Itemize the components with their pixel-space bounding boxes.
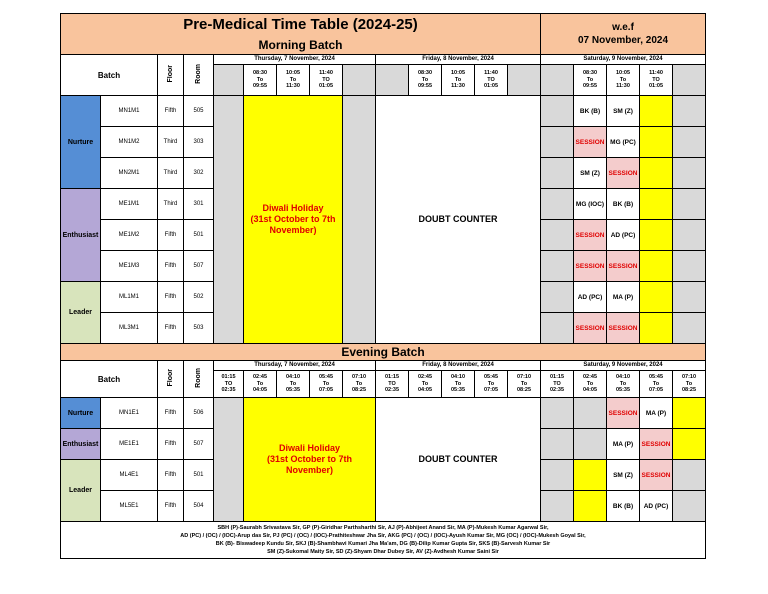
batch-code: MN1M1 xyxy=(101,96,158,127)
room-value: 503 xyxy=(184,313,214,344)
schedule-cell xyxy=(541,398,574,429)
time-slot xyxy=(640,65,673,96)
schedule-cell: SESSION xyxy=(574,220,607,251)
schedule-cell: SESSION xyxy=(607,158,640,189)
time-text: 07:05 xyxy=(318,387,334,394)
time-text: 01:05 xyxy=(648,83,664,90)
blank-cell xyxy=(343,96,376,344)
time-text: 04:05 xyxy=(582,387,598,394)
schedule-cell: MG (IOC) xyxy=(574,189,607,220)
schedule-cell xyxy=(541,491,574,522)
faculty-legend xyxy=(61,522,706,559)
blank-cell xyxy=(673,158,706,189)
time-text: To xyxy=(256,76,264,83)
batch-code: ME1E1 xyxy=(101,429,158,460)
schedule-cell: MA (P) xyxy=(640,398,673,429)
table-row xyxy=(61,96,706,127)
morning-room-header: Room xyxy=(184,55,214,96)
schedule-cell: SM (Z) xyxy=(607,460,640,491)
time-text: 02:35 xyxy=(549,387,565,394)
morning-floor-header: Floor xyxy=(158,55,184,96)
floor-value: Fifth xyxy=(158,460,184,491)
morning-batch-header: Batch xyxy=(61,55,158,96)
schedule-cell: MA (P) xyxy=(607,282,640,313)
time-slot xyxy=(673,371,706,398)
time-text: 01:05 xyxy=(483,83,499,90)
group-label: Leader xyxy=(61,460,101,522)
schedule-cell: AD (PC) xyxy=(574,282,607,313)
time-text: 08:25 xyxy=(351,387,367,394)
room-value: 501 xyxy=(184,220,214,251)
legend-line: AD (PC) / (OC) / (IOC)-Arup das Sir, PJ (PC) / (OC) / (IOC)-Prathiteshwar Jha Sir, AKG (PC) / (OC) / (IOC)-Ayush Kumar Sir, MG (OC) / (IOC)-Mukesh Goyal Sir, xyxy=(180,533,586,539)
table-row xyxy=(61,398,706,429)
blank-cell xyxy=(541,313,574,344)
time-text: To xyxy=(685,380,693,387)
evening-floor-header: Floor xyxy=(158,361,184,398)
time-slot xyxy=(475,65,508,96)
time-slot xyxy=(574,65,607,96)
floor-value: Fifth xyxy=(158,491,184,522)
time-slot xyxy=(409,65,442,96)
time-text: 01:05 xyxy=(318,83,334,90)
time-text: 01:15 xyxy=(549,374,565,381)
evening-batch-header: Batch xyxy=(61,361,158,398)
schedule-cell xyxy=(574,398,607,429)
schedule-cell xyxy=(640,282,673,313)
blank-cell xyxy=(673,313,706,344)
time-text: 11:40 xyxy=(484,70,498,77)
holiday-line: Diwali Holiday xyxy=(278,443,340,453)
time-text: To xyxy=(487,380,495,387)
time-text: 11:30 xyxy=(616,83,630,90)
evening-day-fri: Friday, 8 November, 2024 xyxy=(376,361,541,371)
time-slot xyxy=(214,371,244,398)
blank-cell xyxy=(673,251,706,282)
schedule-cell: SESSION xyxy=(607,398,640,429)
schedule-cell xyxy=(640,251,673,282)
time-slot xyxy=(277,371,310,398)
time-text: To xyxy=(421,76,429,83)
legend-line: SBH (P)-Saurabh Srivastava Sir, GP (P)-Giridhar Parthsharthi Sir, AJ (P)-Abhijeet Anand Sir, MA (P)-Mukesh Kumar Agarwal Sir, xyxy=(217,525,549,531)
time-text: To xyxy=(619,380,627,387)
holiday-line: (31st October to 7th November) xyxy=(266,454,352,475)
time-text: To xyxy=(289,380,297,387)
timetable xyxy=(60,13,706,559)
schedule-cell: SM (Z) xyxy=(607,96,640,127)
time-text: 01:15 xyxy=(384,374,400,381)
time-text: To xyxy=(322,380,330,387)
morning-day-thu: Thursday, 7 November, 2024 xyxy=(214,55,376,65)
time-slot xyxy=(409,371,442,398)
evening-room-header: Room xyxy=(184,361,214,398)
time-slot-blank xyxy=(376,65,409,96)
schedule-cell xyxy=(640,313,673,344)
time-text: To xyxy=(586,380,594,387)
schedule-cell: BK (B) xyxy=(607,491,640,522)
floor-value: Fifth xyxy=(158,251,184,282)
time-text: TO xyxy=(652,76,660,83)
evening-day-thu: Thursday, 7 November, 2024 xyxy=(214,361,376,371)
batch-code: ML5E1 xyxy=(101,491,158,522)
room-value: 301 xyxy=(184,189,214,220)
time-slot xyxy=(244,65,277,96)
schedule-cell: SESSION xyxy=(574,251,607,282)
group-label: Nurture xyxy=(61,398,101,429)
time-text: TO xyxy=(388,380,396,387)
schedule-cell xyxy=(673,460,706,491)
blank-cell xyxy=(541,189,574,220)
holiday-line: Diwali Holiday xyxy=(262,203,324,213)
batch-code: ML4E1 xyxy=(101,460,158,491)
blank-cell xyxy=(541,158,574,189)
batch-code: MN1E1 xyxy=(101,398,158,429)
time-text: To xyxy=(256,380,264,387)
schedule-cell: SESSION xyxy=(607,251,640,282)
time-text: 08:30 xyxy=(417,70,433,77)
schedule-cell xyxy=(673,491,706,522)
time-slot-blank xyxy=(541,65,574,96)
morning-day-fri: Friday, 8 November, 2024 xyxy=(376,55,541,65)
floor-value: Fifth xyxy=(158,398,184,429)
group-label: Nurture xyxy=(61,96,101,189)
time-text: To xyxy=(454,76,462,83)
time-text: 02:45 xyxy=(417,374,433,381)
time-text: 08:25 xyxy=(516,387,532,394)
schedule-cell: MA (P) xyxy=(607,429,640,460)
room-value: 504 xyxy=(184,491,214,522)
time-text: 11:40 xyxy=(319,70,333,77)
time-text: TO xyxy=(487,76,495,83)
page-title: Pre-Medical Time Table (2024-25) xyxy=(61,14,541,36)
schedule-cell xyxy=(574,460,607,491)
batch-code: MN2M1 xyxy=(101,158,158,189)
room-value: 507 xyxy=(184,429,214,460)
legend-line: SM (Z)-Sukomal Maity Sir, SD (Z)-Shyam Dhar Dubey Sir, AV (Z)-Avdhesh Kumar Saini Sir xyxy=(267,549,499,555)
blank-cell xyxy=(541,251,574,282)
time-text: 09:55 xyxy=(582,83,598,90)
schedule-cell xyxy=(673,429,706,460)
time-text: 02:45 xyxy=(252,374,268,381)
wef-box xyxy=(541,14,706,55)
schedule-cell: SM (Z) xyxy=(574,158,607,189)
time-slot xyxy=(343,371,376,398)
blank-cell xyxy=(673,282,706,313)
room-value: 506 xyxy=(184,398,214,429)
group-label: Enthusiast xyxy=(61,429,101,460)
time-slot xyxy=(475,371,508,398)
time-slot xyxy=(442,371,475,398)
time-text: TO xyxy=(224,380,233,387)
floor-value: Third xyxy=(158,127,184,158)
evening-title: Evening Batch xyxy=(61,344,706,361)
blank-cell xyxy=(673,127,706,158)
schedule-cell: SESSION xyxy=(640,429,673,460)
time-text: 07:05 xyxy=(483,387,499,394)
legend-line: BK (B)- Biswadeep Kundu Sir, SKJ (B)-Shambhavi Kumari Jha Ma'am, DG (B)-Dilip Kumar Gupta Sir, SKS (B)-Sarvesh Kumar Sir xyxy=(215,541,551,547)
time-text: To xyxy=(289,76,297,83)
time-text: 02:45 xyxy=(582,374,598,381)
time-text: To xyxy=(520,380,528,387)
floor-value: Fifth xyxy=(158,282,184,313)
batch-code: ML1M1 xyxy=(101,282,158,313)
time-text: 07:10 xyxy=(681,374,697,381)
group-label: Enthusiast xyxy=(61,189,101,282)
time-text: 08:30 xyxy=(252,70,268,77)
time-slot xyxy=(442,65,475,96)
floor-value: Third xyxy=(158,158,184,189)
time-text: 08:25 xyxy=(681,387,697,394)
batch-code: ME1M2 xyxy=(101,220,158,251)
batch-code: ME1M1 xyxy=(101,189,158,220)
time-text: 04:10 xyxy=(450,374,466,381)
morning-day-sat: Saturday, 9 November, 2024 xyxy=(541,55,706,65)
batch-code: ME1M3 xyxy=(101,251,158,282)
time-text: 04:10 xyxy=(285,374,301,381)
time-text: 01:15 xyxy=(221,374,236,381)
time-slot xyxy=(310,65,343,96)
time-text: 02:35 xyxy=(384,387,400,394)
time-text: To xyxy=(586,76,594,83)
time-slot xyxy=(574,371,607,398)
schedule-cell xyxy=(640,189,673,220)
schedule-cell: SESSION xyxy=(607,313,640,344)
schedule-cell xyxy=(640,96,673,127)
schedule-cell xyxy=(574,429,607,460)
time-text: 04:10 xyxy=(615,374,631,381)
room-value: 507 xyxy=(184,251,214,282)
time-text: 09:55 xyxy=(252,83,268,90)
time-text: 04:05 xyxy=(252,387,268,394)
time-text: 07:10 xyxy=(351,374,367,381)
morning-title: Morning Batch xyxy=(61,36,541,55)
morning-body xyxy=(61,96,706,344)
time-text: 04:05 xyxy=(417,387,433,394)
time-text: 05:45 xyxy=(318,374,334,381)
schedule-cell: SESSION xyxy=(640,460,673,491)
schedule-cell xyxy=(640,220,673,251)
time-slot xyxy=(607,371,640,398)
time-text: 10:05 xyxy=(450,70,466,77)
schedule-cell xyxy=(673,398,706,429)
schedule-cell: BK (B) xyxy=(607,189,640,220)
blank-cell xyxy=(541,220,574,251)
time-slot xyxy=(277,65,310,96)
time-text: 09:55 xyxy=(417,83,433,90)
time-text: To xyxy=(652,380,660,387)
time-slot xyxy=(376,371,409,398)
schedule-cell xyxy=(541,429,574,460)
time-text: To xyxy=(355,380,363,387)
time-text: To xyxy=(454,380,462,387)
time-text: TO xyxy=(553,380,561,387)
time-text: 05:45 xyxy=(648,374,664,381)
floor-value: Fifth xyxy=(158,313,184,344)
batch-code: MN1M2 xyxy=(101,127,158,158)
time-text: 05:35 xyxy=(450,387,466,394)
schedule-cell xyxy=(574,491,607,522)
blank-cell xyxy=(673,220,706,251)
time-text: 05:45 xyxy=(483,374,499,381)
time-slot-blank xyxy=(214,65,244,96)
time-slot-blank xyxy=(508,65,541,96)
room-value: 501 xyxy=(184,460,214,491)
time-slot xyxy=(541,371,574,398)
time-text: 08:30 xyxy=(582,70,598,77)
time-text: 05:35 xyxy=(285,387,301,394)
evening-day-sat: Saturday, 9 November, 2024 xyxy=(541,361,706,371)
time-text: 10:05 xyxy=(285,70,301,77)
schedule-cell xyxy=(640,158,673,189)
time-slot xyxy=(244,371,277,398)
time-text: 10:05 xyxy=(615,70,631,77)
time-slot xyxy=(607,65,640,96)
doubt-counter-block: DOUBT COUNTER xyxy=(376,398,541,522)
floor-value: Third xyxy=(158,189,184,220)
doubt-counter-block: DOUBT COUNTER xyxy=(376,96,541,344)
time-slot xyxy=(508,371,541,398)
wef-label: w.e.f xyxy=(612,22,634,33)
time-text: 07:05 xyxy=(648,387,664,394)
blank-cell xyxy=(214,96,244,344)
time-text: 11:40 xyxy=(649,70,663,77)
blank-cell xyxy=(541,282,574,313)
blank-cell xyxy=(214,398,244,522)
time-text: 11:30 xyxy=(286,83,300,90)
time-slot-blank xyxy=(343,65,376,96)
blank-cell xyxy=(673,96,706,127)
time-slot xyxy=(640,371,673,398)
time-slot xyxy=(310,371,343,398)
room-value: 303 xyxy=(184,127,214,158)
schedule-cell xyxy=(541,460,574,491)
diwali-holiday-block xyxy=(244,398,376,522)
blank-cell xyxy=(541,96,574,127)
blank-cell xyxy=(673,189,706,220)
floor-value: Fifth xyxy=(158,96,184,127)
blank-cell xyxy=(541,127,574,158)
time-slot-blank xyxy=(673,65,706,96)
schedule-cell: SESSION xyxy=(574,313,607,344)
schedule-cell: AD (PC) xyxy=(640,491,673,522)
time-text: 02:35 xyxy=(221,387,236,394)
time-text: TO xyxy=(322,76,330,83)
floor-value: Fifth xyxy=(158,429,184,460)
time-text: To xyxy=(421,380,429,387)
room-value: 505 xyxy=(184,96,214,127)
schedule-cell xyxy=(640,127,673,158)
schedule-cell: SESSION xyxy=(574,127,607,158)
time-text: 11:30 xyxy=(451,83,465,90)
evening-body xyxy=(61,398,706,522)
room-value: 502 xyxy=(184,282,214,313)
time-text: To xyxy=(619,76,627,83)
diwali-holiday-block xyxy=(244,96,343,344)
floor-value: Fifth xyxy=(158,220,184,251)
group-label: Leader xyxy=(61,282,101,344)
schedule-cell: BK (B) xyxy=(574,96,607,127)
wef-date: 07 November, 2024 xyxy=(577,35,669,46)
time-text: 07:10 xyxy=(516,374,532,381)
room-value: 302 xyxy=(184,158,214,189)
batch-code: ML3M1 xyxy=(101,313,158,344)
schedule-cell: AD (PC) xyxy=(607,220,640,251)
schedule-cell: MG (PC) xyxy=(607,127,640,158)
holiday-line: (31st October to 7th November) xyxy=(250,214,336,235)
time-text: 05:35 xyxy=(615,387,631,394)
